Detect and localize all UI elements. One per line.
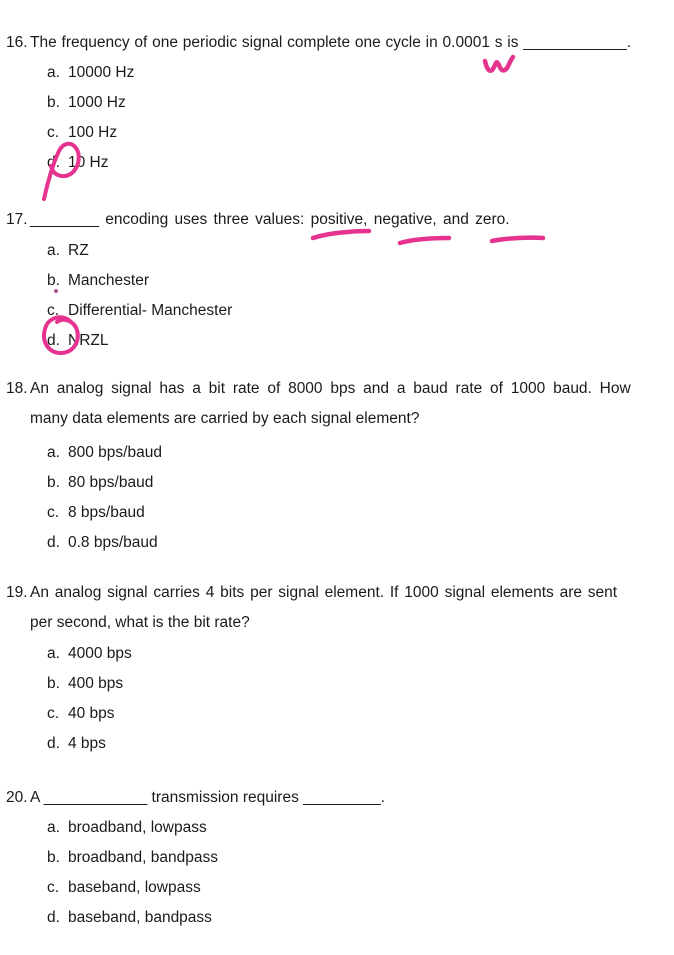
question-20 <box>6 783 662 933</box>
option-a <box>47 438 662 468</box>
option-text: 100 Hz <box>68 124 118 141</box>
option-text: broadband, bandpass <box>68 849 218 866</box>
option-letter: b. <box>47 474 60 491</box>
option-c <box>47 498 662 528</box>
option-a <box>47 58 662 88</box>
question-19 <box>6 578 662 759</box>
option-c <box>47 873 662 903</box>
question-17 <box>6 205 662 356</box>
option-letter: d. <box>47 534 60 551</box>
question-16 <box>6 28 662 178</box>
option-letter: b. <box>47 94 60 111</box>
option-text: 4000 bps <box>68 645 132 662</box>
option-b <box>47 669 662 699</box>
option-c <box>47 296 662 326</box>
option-letter: d. <box>47 909 60 926</box>
question-number: 18. <box>6 380 28 397</box>
question-text-line: An analog signal has a bit rate of 8000 bps and a baud rate of 1000 baud. How <box>30 380 631 397</box>
option-d <box>47 326 662 356</box>
question-text-line: ________ encoding uses three values: positive, negative, and zero. <box>30 211 510 228</box>
option-text: 10000 Hz <box>68 64 135 81</box>
option-letter: a. <box>47 819 60 836</box>
question-text-line: per second, what is the bit rate? <box>30 614 250 631</box>
option-text: 40 bps <box>68 705 115 722</box>
option-a <box>47 639 662 669</box>
option-a <box>47 813 662 843</box>
question-18 <box>6 374 662 558</box>
option-b <box>47 266 662 296</box>
option-letter: a. <box>47 242 60 259</box>
option-letter: a. <box>47 444 60 461</box>
question-text-line: An analog signal carries 4 bits per signal element. If 1000 signal elements are sent <box>30 584 618 601</box>
option-d <box>47 148 662 178</box>
option-letter: a. <box>47 64 60 81</box>
option-letter: a. <box>47 645 60 662</box>
option-text: Differential- Manchester <box>68 302 233 319</box>
option-letter: c. <box>47 879 60 896</box>
question-number: 19. <box>6 584 28 601</box>
option-text: baseband, bandpass <box>68 909 212 926</box>
option-text: 80 bps/baud <box>68 474 154 491</box>
option-b <box>47 468 662 498</box>
option-text: baseband, lowpass <box>68 879 201 896</box>
option-letter: d. <box>47 735 60 752</box>
question-number: 16. <box>6 34 28 51</box>
option-d <box>47 903 662 933</box>
question-text-line: many data elements are carried by each signal element? <box>30 410 420 427</box>
option-d <box>47 729 662 759</box>
option-text: 400 bps <box>68 675 124 692</box>
option-text: NRZL <box>68 332 109 349</box>
option-b <box>47 88 662 118</box>
option-letter: c. <box>47 705 60 722</box>
option-c <box>47 118 662 148</box>
option-d <box>47 528 662 558</box>
option-text: 10 Hz <box>68 154 109 171</box>
option-letter: c. <box>47 302 60 319</box>
option-text: 8 bps/baud <box>68 504 145 521</box>
option-text: broadband, lowpass <box>68 819 207 836</box>
option-c <box>47 699 662 729</box>
option-letter: b. <box>47 272 60 289</box>
option-letter: d. <box>47 332 60 349</box>
option-text: RZ <box>68 242 89 259</box>
question-number: 20. <box>6 789 28 806</box>
option-text: 1000 Hz <box>68 94 126 111</box>
option-letter: b. <box>47 675 60 692</box>
question-number: 17. <box>6 211 28 228</box>
option-letter: c. <box>47 504 60 521</box>
option-letter: d. <box>47 154 60 171</box>
question-text-line: A ____________ transmission requires _________. <box>30 789 386 806</box>
option-text: 0.8 bps/baud <box>68 534 158 551</box>
option-b <box>47 843 662 873</box>
option-a <box>47 236 662 266</box>
option-text: 800 bps/baud <box>68 444 162 461</box>
option-text: 4 bps <box>68 735 106 752</box>
option-letter: c. <box>47 124 60 141</box>
option-letter: b. <box>47 849 60 866</box>
option-text: Manchester <box>68 272 149 289</box>
question-text-line: The frequency of one periodic signal complete one cycle in 0.0001 s is ____________. <box>30 34 632 51</box>
